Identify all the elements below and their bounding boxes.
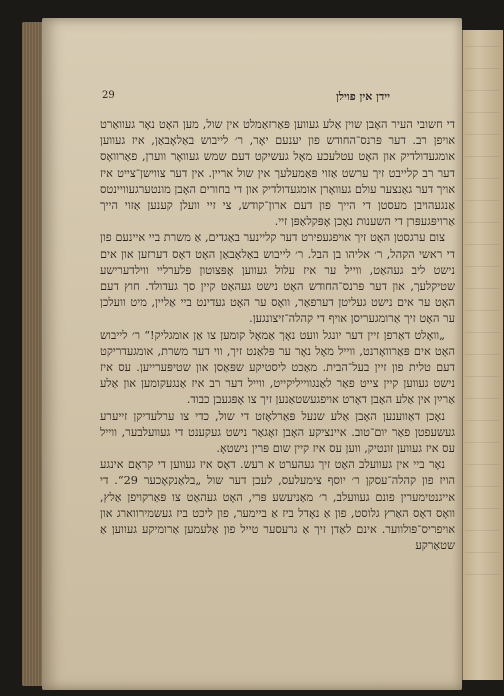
page-header (98, 90, 460, 106)
paragraph: צום ערגסטן האָט זיך אויפגעפירט דער קליינער באַגדים, אַ משרת ביי איינעם פון די ראשי הקהל, ר׳ אליהו בן הבל. ר׳ לייבוש באַלאָבאַן האָט דאָס דערזען און אים נישט ליב געהאַט, ווייל ער איז עלול געווען אָפּצוטון פּלערליי ווילדערישע שטיקלעך, און דער פּרנס־החודש האָט נישט געהאַט קיין סך געדולד. חוץ דעם האָט ער אים נישט געליטן דערפאַר, וואָס ער האָט געדינט ביי אַליין, מיט וועלכן ער האָט זיך אַרומגעריסן אויף די קהלה־זיצונגען. (100, 231, 455, 326)
book-fore-edge (22, 22, 44, 686)
paragraph: נאָר ביי אין געוועלב האָט זיך געהערט א רעש. דאָס איז געווען די קראָם אינגע הויז פון קהלה־עסקן ר׳ יוסף צימעלעס, לעבן דער שול „בלאַנקאָכער 29“. די אייגנטימערין פונם געוועלב, ר׳ מאַניעשע פּרי, האָט געהאַט צו פּאַרקויפן אַלץ, וואָס דאָס האַרץ גלוסט, פון אַ נאָדל ביז אַ ביימער, פון ליכט ביז געשמירווארג און אויפריס־פּולווער. אינם לאַדן זיך אַ גרעסער טייל פון אַלעמען אַרומיקע געווען אַ שטאַרקע (100, 458, 455, 553)
paragraph: די חשובי העיר האָבן שוין אַלע געווען פּאַרזאַמלט אין שול, מען האָט נאָר געוואַרט אויפן רב. דער פּרנס־החודש פון יענעם יאָר, ר׳ לייבוש באַלאָבאַן, איז געווען אומגעדולדיק און האָט עטלעכע מאָל געשיקט דעם שמש געוואָר ווערן, פאַרוואָס דער רב קלייבט זיך ערשט אַזוי פּאַמעלעך אין שול אריין. אין דער צווישן־צייט איז אויך דער גאַנצער עולם געוואָרן אומגעדולדיק און די בחורים האָבן מונטערגעוויינטס אַנגעהויבן מעסטן די הייך פון דעם ארון־קודש, צי זיי וועלן קענען אַזוי הייך אַרויפּגעפּרן די השענות נאָכן אָפּקלאַפּן זיי. (100, 118, 455, 229)
paragraph: נאָכן דאַווענען האָבן אַלע שנעל פּאַרלאָזט די שול, כדי צו ערלעדיקן זייערע געשעפטן פאַר יום־טוב. איינציקע האָבן זאָגאַר נישט געקענט די געוועלבער, ווייל עס איז געווען זונטיק, ווען עס איז קיין שום פּרין נישטאָ. (100, 409, 455, 456)
running-title: יידן אין פוילן (336, 90, 390, 103)
paragraph: „וואָלט דאַרפן זיין דער יונגל וועט נאָך אַמאָל קומען צו אַן אומגליק!“ ר׳ לייבוש האָט אים פּאַרוואָרנט, ווייל מאָל נאָר ער פּלאַנט זיך, ווי דער משרת, אומגעדריקט דעם טלית פון זיין בעל־הבית. מאַכט ליסטיקע שפּאַסן און שטיפּערייען. עס איז נישט געווען קיין צייט פאַר לאַנגווייליקייט, ווייל דער רב איז אַנגעקומען און אַלע אַרײַן אין אַלע האָבן דאָרט אויפגעשטאַנען זיך צו אָפּגעבן כבוד. (100, 328, 455, 407)
facing-page-edge (462, 30, 503, 680)
body-text (100, 117, 455, 625)
page-number: 29 (102, 90, 115, 101)
facing-page-lines (465, 46, 499, 586)
